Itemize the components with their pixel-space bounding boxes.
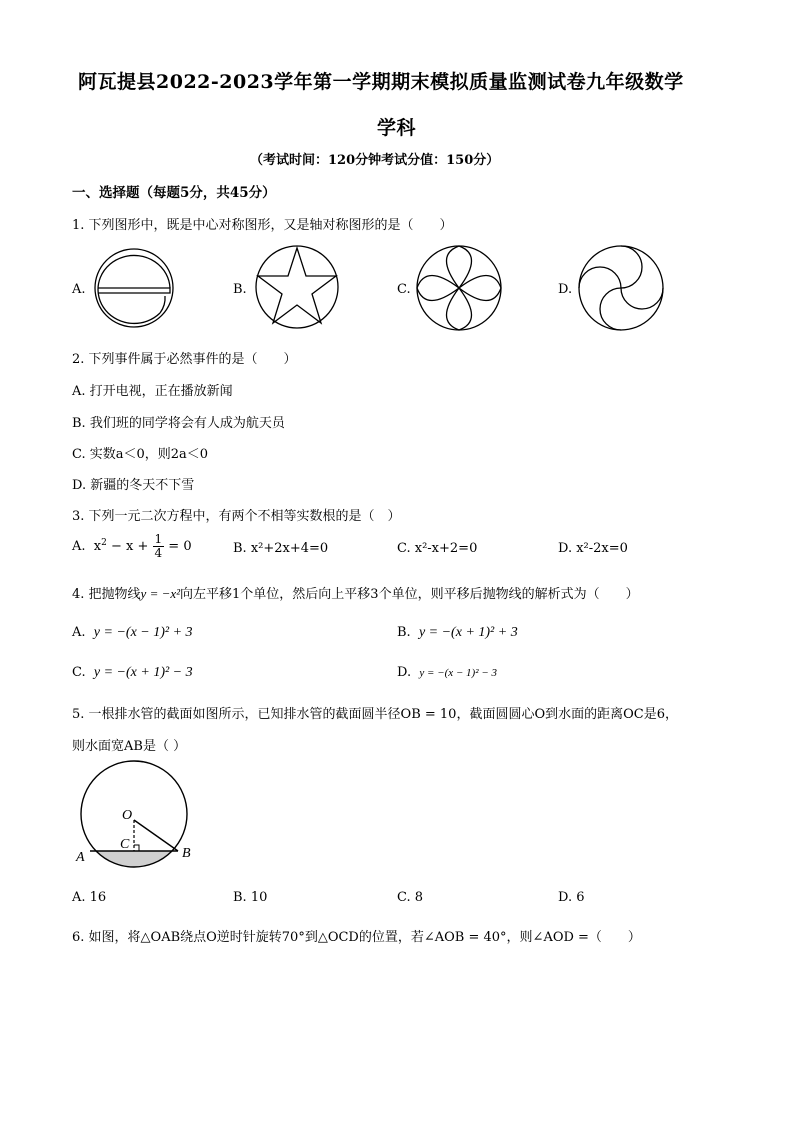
q3-option-a-mid: − x +	[106, 539, 153, 554]
q3-option-a	[72, 533, 192, 560]
q3-option-a-x: x	[93, 539, 102, 554]
q4-option-b-label: B.	[397, 625, 411, 640]
yinyang-swirl-icon	[576, 245, 666, 331]
question-5-stem-line1: 5. 一根排水管的截面如图所示，已知排水管的截面圆半径OB = 10，截面圆圆心O到水面的距离OC是6，	[72, 707, 678, 722]
q2-option-b: B. 我们班的同学将会有人成为航天员	[72, 416, 285, 431]
q2-option-d: D. 新疆的冬天不下雪	[72, 478, 195, 493]
label-a: A	[76, 850, 85, 865]
pipe-cross-section-figure	[70, 760, 200, 880]
label-o: O	[122, 808, 133, 823]
water-area-shape	[70, 851, 200, 891]
q4-option-b	[397, 625, 518, 641]
section-heading: 一、选择题（每题5分，共45分）	[72, 185, 276, 201]
q4-option-d-expr: y = −(x − 1)² − 3	[419, 667, 497, 679]
q4-option-b-expr: y = −(x + 1)² + 3	[418, 625, 518, 640]
q5-option-b: B. 10	[233, 890, 268, 905]
q2-option-a: A. 打开电视，正在播放新闻	[72, 384, 233, 399]
question-4-stem	[72, 583, 639, 602]
q5-option-d: D. 6	[558, 890, 585, 905]
q4-option-c-expr: y = −(x + 1)² − 3	[93, 665, 193, 680]
q3-option-a-exponent: 2	[101, 538, 107, 548]
q4-option-d-label: D.	[397, 665, 412, 680]
q4-stem-post: 向左平移1个单位，然后向上平移3个单位，则平移后抛物线的解析式为（ ）	[180, 587, 639, 602]
q1-option-a-label: A.	[72, 282, 86, 297]
exam-subtitle: （考试时间：120分钟考试分值：150分）	[250, 153, 500, 168]
question-3-stem: 3. 下列一元二次方程中，有两个不相等实数根的是（ ）	[72, 509, 401, 524]
q5-option-a: A. 16	[72, 890, 107, 905]
fraction-denominator: 4	[154, 546, 163, 560]
label-b: B	[182, 846, 191, 861]
q1-option-c-label: C.	[397, 282, 411, 297]
fraction-numerator: 1	[154, 532, 163, 546]
question-5-stem-line2: 则水面宽AB是（ ）	[72, 739, 187, 754]
exam-title-line1: 阿瓦提县2022-2023学年第一学期期末模拟质量监测试卷九年级数学	[78, 71, 684, 93]
ob-segment	[134, 820, 178, 851]
q5-option-c: C. 8	[397, 890, 424, 905]
q1-option-d-label: D.	[558, 282, 573, 297]
q3-option-d: D. x²-2x=0	[558, 541, 628, 556]
exam-title-line2: 学科	[377, 117, 417, 139]
q3-option-b: B. x²+2x+4=0	[233, 541, 329, 556]
q4-option-d	[397, 665, 497, 680]
right-angle-mark	[134, 845, 139, 851]
q4-stem-expr: y = −x²	[140, 586, 181, 601]
question-2-stem: 2. 下列事件属于必然事件的是（ ）	[72, 352, 297, 367]
q3-option-a-rhs: = 0	[164, 539, 192, 554]
q3-option-a-fraction	[153, 533, 165, 560]
star-in-circle-icon	[252, 245, 342, 329]
letter-e-circle-icon	[90, 248, 180, 328]
q3-option-a-label: A.	[72, 539, 86, 554]
q4-option-c	[72, 665, 193, 681]
q1-option-b-label: B.	[233, 282, 247, 297]
label-c: C	[120, 837, 130, 852]
q4-option-c-label: C.	[72, 665, 86, 680]
q3-option-c: C. x²-x+2=0	[397, 541, 478, 556]
q4-option-a-expr: y = −(x − 1)² + 3	[93, 625, 193, 640]
q4-option-a	[72, 625, 193, 641]
petal-circle-icon	[414, 245, 504, 331]
question-1-stem: 1. 下列图形中，既是中心对称图形，又是轴对称图形的是（ ）	[72, 218, 453, 233]
q4-option-a-label: A.	[72, 625, 86, 640]
q4-stem-pre: 4. 把抛物线	[72, 587, 141, 602]
question-6-stem: 6. 如图，将△OAB绕点O逆时针旋转70°到△OCD的位置，若∠AOB = 40°，则∠AOD =（ ）	[72, 930, 641, 945]
q2-option-c: C. 实数a＜0，则2a＜0	[72, 447, 209, 462]
